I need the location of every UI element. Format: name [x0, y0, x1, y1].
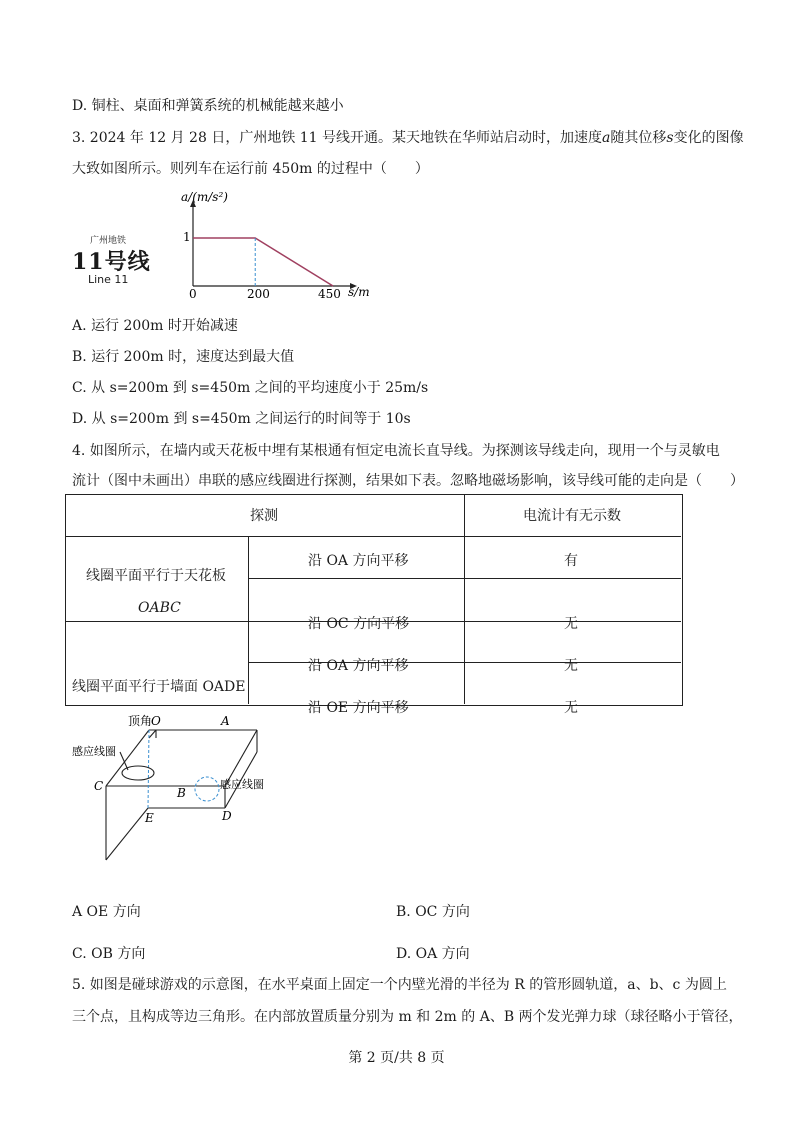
y-tick-label: 1: [183, 230, 191, 244]
coil-left-label: 感应线圈: [72, 745, 116, 758]
point-o: O: [151, 714, 161, 728]
q3-stem-part3: 变化的图像: [673, 130, 744, 146]
q4-option-a: A OE 方向: [72, 904, 141, 920]
q3-option-d: D. 从 s=200m 到 s=450m 之间运行的时间等于 10s: [72, 411, 411, 427]
table-row2-result: 无: [564, 616, 578, 632]
point-a: A: [221, 714, 230, 728]
point-c: C: [94, 779, 104, 793]
table-row4-action: 沿 OE 方向平移: [308, 700, 409, 716]
q4-stem-line1: 4. 如图所示，在墙内或天花板中埋有某根通有恒定电流长直导线。为探测该导线走向，现用一个与灵敏电: [72, 443, 720, 459]
q2-option-d: D. 铜柱、桌面和弹簧系统的机械能越来越小: [72, 98, 344, 114]
table-group1-label: 线圈平面平行于天花板: [86, 568, 226, 584]
acceleration-displacement-graph: [72, 188, 382, 300]
x-tick-label-200: 200: [247, 287, 270, 300]
table-row3-result: 无: [564, 658, 578, 674]
chart-series: [193, 238, 333, 286]
q5-stem-line2: 三个点，且构成等边三角形。在内部放置质量分别为 m 和 2m 的 A、B 两个发光弹力球（球径略小于管径，: [72, 1009, 743, 1025]
metro-logo-english: Line 11: [88, 273, 129, 286]
origin-label: 0: [189, 287, 197, 300]
table-header-result: 电流计有无示数: [523, 508, 621, 524]
q3-stem-line1: [72, 129, 744, 147]
table-group1-plane: OABC: [138, 600, 181, 616]
table-row4-result: 无: [564, 700, 578, 716]
y-axis-label: a/(m/s²): [181, 190, 228, 204]
point-e: E: [145, 811, 154, 825]
point-b: B: [177, 786, 186, 800]
q3-option-b: B. 运行 200m 时，速度达到最大值: [72, 349, 295, 365]
q3-stem-part1: 3. 2024 年 12 月 28 日，广州地铁 11 号线开通。某天地铁在华师站启动时，加速度: [72, 130, 603, 146]
table-row2-action: 沿 OC 方向平移: [308, 616, 410, 632]
table-header-probe: 探测: [250, 508, 278, 524]
wall-line-oe: [148, 730, 149, 808]
page-footer: 第 2 页/共 8 页: [348, 1050, 445, 1066]
q3-option-c: C. 从 s=200m 到 s=450m 之间的平均速度小于 25m/s: [72, 380, 429, 396]
coil-wall: [195, 777, 219, 801]
table-row3-action: 沿 OA 方向平移: [308, 658, 409, 674]
q4-option-b: B. OC 方向: [396, 904, 470, 920]
room-corner-figure: [66, 712, 296, 872]
point-d: D: [222, 809, 232, 823]
q3-stem-line2: 大致如图所示。则列车在运行前 450m 的过程中（ ）: [72, 161, 429, 177]
probe-results-table: [65, 494, 683, 716]
q3-var-s: s: [666, 130, 674, 146]
q4-stem-line2: 流计（图中未画出）串联的感应线圈进行探测，结果如下表。忽略地磁场影响，该导线可能的走向是（ ）: [72, 473, 744, 489]
table-row1-action: 沿 OA 方向平移: [308, 553, 409, 569]
q5-stem-line1: 5. 如图是碰球游戏的示意图，在水平桌面上固定一个内壁光滑的半径为 R 的管形圆轨道，a、b、c 为圆上: [72, 977, 727, 993]
q3-var-a: a: [602, 130, 611, 146]
series-line-acceleration: [193, 238, 333, 286]
q4-option-d: D. OA 方向: [396, 946, 470, 962]
x-tick-label-450: 450: [318, 287, 341, 300]
metro-logo-name: 广州地铁: [90, 236, 127, 246]
x-axis-label: s/m: [348, 285, 370, 299]
apex-label: 顶角: [128, 714, 153, 728]
q3-option-a: A. 运行 200m 时开始减速: [72, 318, 238, 334]
coil-right-label: 感应线圈: [220, 778, 264, 791]
table-row1-result: 有: [564, 553, 578, 569]
coil-ceiling: [122, 766, 154, 780]
metro-logo-line: 11号线: [72, 249, 151, 275]
table-group2-label: 线圈平面平行于墙面 OADE: [72, 679, 246, 695]
q4-option-c: C. OB 方向: [72, 946, 146, 962]
q3-stem-part2: 随其位移: [610, 130, 667, 146]
